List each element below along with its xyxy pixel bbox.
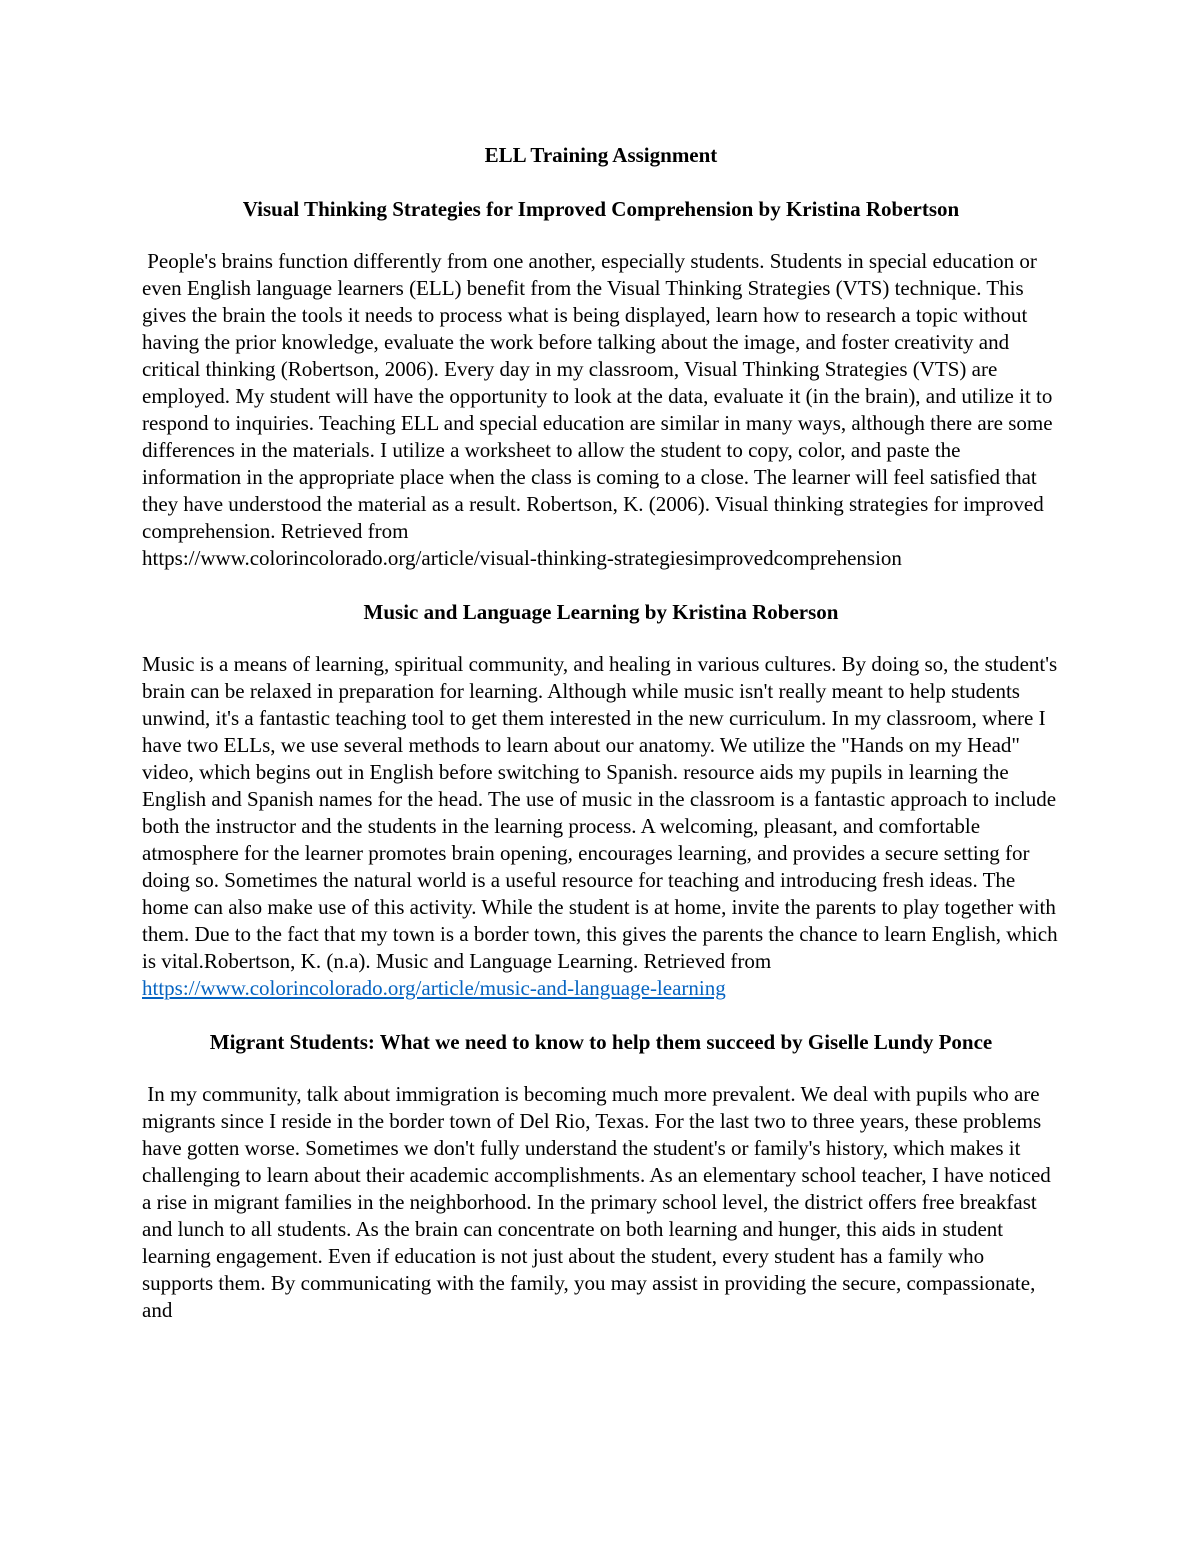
section-text-music: Music is a means of learning, spiritual community, and healing in various cultures. By doing so, the student's brain can be relaxed in preparation for learning. Although while music isn't really meant to help students unwind, it's a fantastic teaching tool to get them interested in the new curriculum. In my classroom, where I have two ELLs, we use several methods to learn about our anatomy. We utilize the "Hands on my Head" video, which begins out in English before switching to Spanish. resource aids my pupils in learning the English and Spanish names for the head. The use of music in the classroom is a fantastic approach to include both the instructor and the students in the learning process. A welcoming, pleasant, and comfortable atmosphere for the learner promotes brain opening, encourages learning, and provides a secure setting for doing so. Sometimes the natural world is a useful resource for teaching and introducing fresh ideas. The home can also make use of this activity. While the student is at home, invite the parents to play together with them. Due to the fact that my town is a border town, this gives the parents the chance to learn English, which is vital.Robertson, K. (n.a). Music and Language Learning. Retrieved from (142, 652, 1058, 973)
section-text-migrant: In my community, talk about immigration is becoming much more prevalent. We deal with pupils who are migrants since I reside in the border town of Del Rio, Texas. For the last two to three years, these problems have gotten worse. Sometimes we don't fully understand the student's or family's history, which makes it challenging to learn about their academic accomplishments. As an elementary school teacher, I have noticed a rise in migrant families in the neighborhood. In the primary school level, the district offers free breakfast and lunch to all students. As the brain can concentrate on both learning and hunger, this aids in student learning engagement. Even if education is not just about the student, every student has a family who supports them. By communicating with the family, you may assist in providing the secure, compassionate, and (142, 1082, 1057, 1322)
section-text-vts: People's brains function differently from one another, especially students. Students in special education or even English language learners (ELL) benefit from the Visual Thinking Strategies (VTS) technique. This gives the brain the tools it needs to process what is being displayed, learn how to research a topic without having the prior knowledge, evaluate the work before talking about the image, and foster creativity and critical thinking (Robertson, 2006). Every day in my classroom, Visual Thinking Strategies (VTS) are employed. My student will have the opportunity to look at the data, evaluate it (in the brain), and utilize it to respond to inquiries. Teaching ELL and special education are similar in many ways, although there are some differences in the materials. I utilize a worksheet to allow the student to copy, color, and paste the information in the appropriate place when the class is coming to a close. The learner will feel satisfied that they have understood the material as a result. Robertson, K. (2006). Visual thinking strategies for improved comprehension. Retrieved from (142, 249, 1058, 543)
reference-url-vts: https://www.colorincolorado.org/article/visual-thinking-strategiesimprovedcomprehension (142, 546, 902, 570)
document-title: ELL Training Assignment (484, 143, 718, 167)
section-body-migrant (142, 1081, 1060, 1324)
section-heading-vts: Visual Thinking Strategies for Improved Comprehension by Kristina Robertson (242, 197, 960, 221)
section-body-vts (142, 248, 1060, 572)
document-page (142, 140, 1060, 1349)
reference-link-music[interactable]: https://www.colorincolorado.org/article/music-and-language-learning (142, 976, 726, 1000)
section-heading-migrant: Migrant Students: What we need to know to help them succeed by Giselle Lundy Ponce (209, 1030, 993, 1054)
section-body-music (142, 651, 1060, 1002)
section-heading-music: Music and Language Learning by Kristina Roberson (363, 600, 839, 624)
